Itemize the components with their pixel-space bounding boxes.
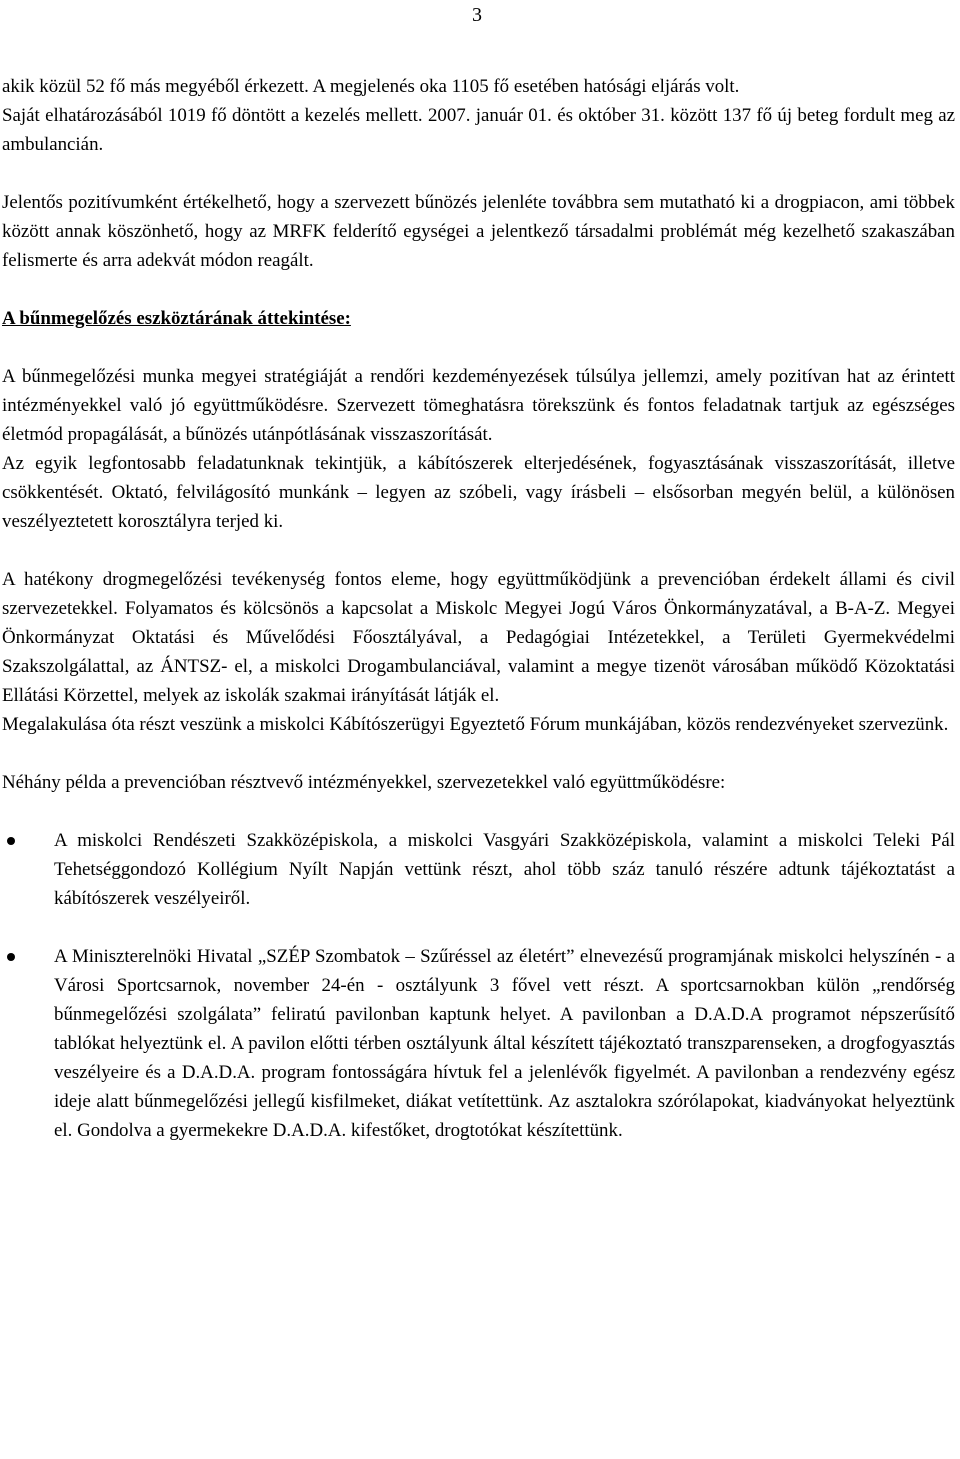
paragraph-5: Az egyik legfontosabb feladatunknak tekintjük, a kábítószerek elterjedésének, fogyasztásának visszaszorítását, illetve csökkentését. Oktató, felvilágosító munkánk – legyen az szóbeli, vagy írásbeli – elsősorban megyén belül, a különösen veszélyeztetett korosztályra terjed ki. bbox=[2, 453, 955, 532]
list-item-text: A Miniszterelnöki Hivatal „SZÉP Szombatok – Szűréssel az életért” elnevezésű programjának miskolci helyszínén - a Városi Sportcsarnok, november 24-én - osztályunk 3 fővel vett részt. A sportcsarnokban külön „rendőrség bűnmegelőzési szolgálata” feliratú pavilonban kaptunk helyet. A pavilonban a D.A.D.A programot népszerűsítő tablókat helyeztünk el. A pavilon előtti térben osztályunk által készített tájékoztató transzparenseken, a drogfogyasztás veszélyeire és a D.A.D.A. program fontosságára hívtuk fel a jelenlévők figyelmét. A pavilonban a rendezvény egész ideje alatt bűnmegelőzési jellegű kisfilmeket, diákat vetítettünk. Az asztalokra szórólapokat, kiadványokat helyeztünk el. Gondolva a gyermekekre D.A.D.A. kifestőket, drogtotókat készítettünk. bbox=[54, 946, 955, 1141]
bullet-icon bbox=[7, 953, 15, 961]
paragraph-4: A bűnmegelőzési munka megyei stratégiáját a rendőri kezdeményezések túlsúlya jellemzi, amely pozitívan hat az érintett intézményekkel való jó együttműködésre. Szervezett tömeghatásra törekszünk és fontos feladatnak tartjuk az egészséges életmód propagálását, a bűnözés utánpótlásának visszaszorítását. bbox=[2, 366, 955, 445]
page-number: 3 bbox=[472, 4, 482, 26]
paragraph-3: Jelentős pozitívumként értékelhető, hogy a szervezett bűnözés jelenléte továbbra sem mutatható ki a drogpiacon, ami többek között annak köszönhető, hogy az MRFK felderítő egységei a jelentkező társadalmi problémát még kezelhető szakaszában felismerte és arra adekvát módon reagált. bbox=[2, 192, 955, 271]
paragraph-6: A hatékony drogmegelőzési tevékenység fontos eleme, hogy együttműködjünk a prevencióban érdekelt állami és civil szervezetekkel. Folyamatos és kölcsönös a kapcsolat a Miskolc Megyei Jogú Város Önkormányzatával, a B-A-Z. Megyei Önkormányzat Oktatási és Művelődési Főosztályával, a Pedagógiai Intézetekkel, a Területi Gyermekvédelmi Szakszolgálattal, az ÁNTSZ- el, a miskolci Drogambulanciával, valamint a megye tizenöt városában működő Közoktatási Ellátási Körzettel, melyek az iskolák szakmai irányítását látják el. bbox=[2, 569, 955, 706]
paragraph-7: Megalakulása óta részt veszünk a miskolci Kábítószerügyi Egyeztető Fórum munkájában, közös rendezvényeket szervezünk. bbox=[2, 714, 949, 735]
list-item bbox=[2, 826, 955, 913]
example-list bbox=[2, 826, 955, 1145]
list-item-text: A miskolci Rendészeti Szakközépiskola, a miskolci Vasgyári Szakközépiskola, valamint a miskolci Teleki Pál Tehetséggondozó Kollégium Nyílt Napján vettünk részt, ahol több száz tanuló részére adtunk tájékoztatást a kábítószerek veszélyeiről. bbox=[54, 830, 955, 909]
paragraph-2: Saját elhatározásából 1019 fő döntött a kezelés mellett. 2007. január 01. és október 31. között 137 fő új beteg fordult meg az ambulancián. bbox=[2, 105, 955, 155]
paragraph-8: Néhány példa a prevencióban résztvevő intézményekkel, szervezetekkel való együttműködésre: bbox=[2, 772, 726, 793]
section-heading: A bűnmegelőzés eszköztárának áttekintése: bbox=[2, 308, 351, 329]
paragraph-1: akik közül 52 fő más megyéből érkezett. A megjelenés oka 1105 fő esetében hatósági eljárás volt. bbox=[2, 76, 740, 97]
bullet-icon bbox=[7, 837, 15, 845]
document-body bbox=[2, 72, 955, 1145]
list-item bbox=[2, 942, 955, 1145]
